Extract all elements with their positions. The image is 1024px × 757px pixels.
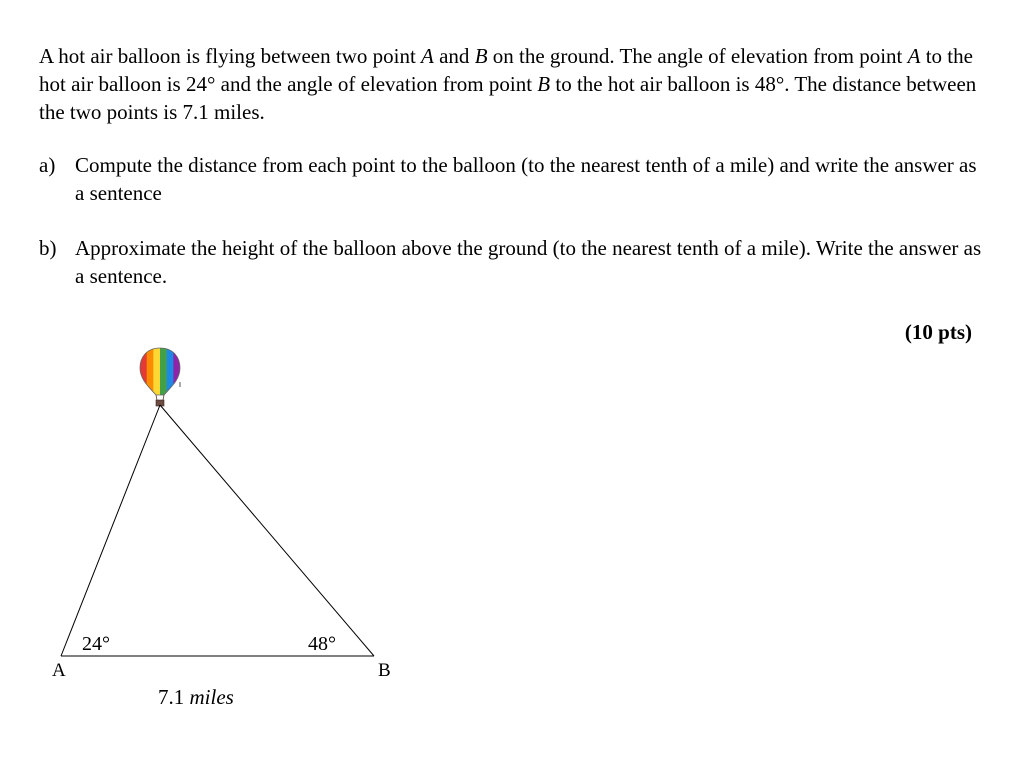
vertex-b-label: B	[378, 660, 391, 681]
side-balloon-to-b	[160, 405, 374, 656]
hot-air-balloon-icon	[140, 346, 181, 406]
angle-b-label: 48°	[308, 633, 336, 655]
part-b	[39, 234, 984, 290]
distance-unit: miles	[189, 685, 234, 709]
point-b-label-2: B	[537, 72, 551, 96]
point-a-label-2: A	[907, 44, 921, 68]
triangle-diagram	[0, 330, 420, 730]
vertex-a-label: A	[52, 660, 66, 681]
balloon-stripe	[140, 346, 147, 398]
problem-intro-3: on the ground. The angle of elevation from point	[487, 44, 908, 68]
distance-label	[158, 685, 234, 709]
balloon-stripe	[167, 346, 174, 398]
point-b-label: B	[474, 44, 488, 68]
balloon-stripe	[160, 346, 167, 398]
problem-intro-1: A hot air balloon is flying between two point	[39, 44, 422, 68]
part-b-marker: b)	[39, 236, 57, 260]
problem-intro-2: and	[433, 44, 475, 68]
balloon-stripe	[153, 346, 160, 398]
problem-statement	[39, 42, 989, 126]
points-value: (10 pts)	[904, 320, 972, 344]
side-a-to-balloon	[61, 405, 160, 656]
part-b-text: Approximate the height of the balloon above the ground (to the nearest tenth of a mile). Write the answer as a sentence.	[75, 236, 982, 288]
point-a-label: A	[421, 44, 434, 68]
balloon-stripe	[147, 346, 154, 398]
part-a-text: Compute the distance from each point to the balloon (to the nearest tenth of a mile) and write the answer as a sentence	[75, 153, 977, 205]
problem-intro-5: to the hot air balloon is 48°. The distance between the two points is 7.1 miles.	[39, 72, 977, 124]
problem-intro-4: to the hot air balloon is 24° and the angle of elevation from point	[39, 44, 973, 96]
angle-a-label: 24°	[82, 633, 110, 655]
distance-value: 7.1	[158, 685, 185, 709]
part-a	[39, 151, 984, 207]
part-a-marker: a)	[39, 153, 56, 177]
